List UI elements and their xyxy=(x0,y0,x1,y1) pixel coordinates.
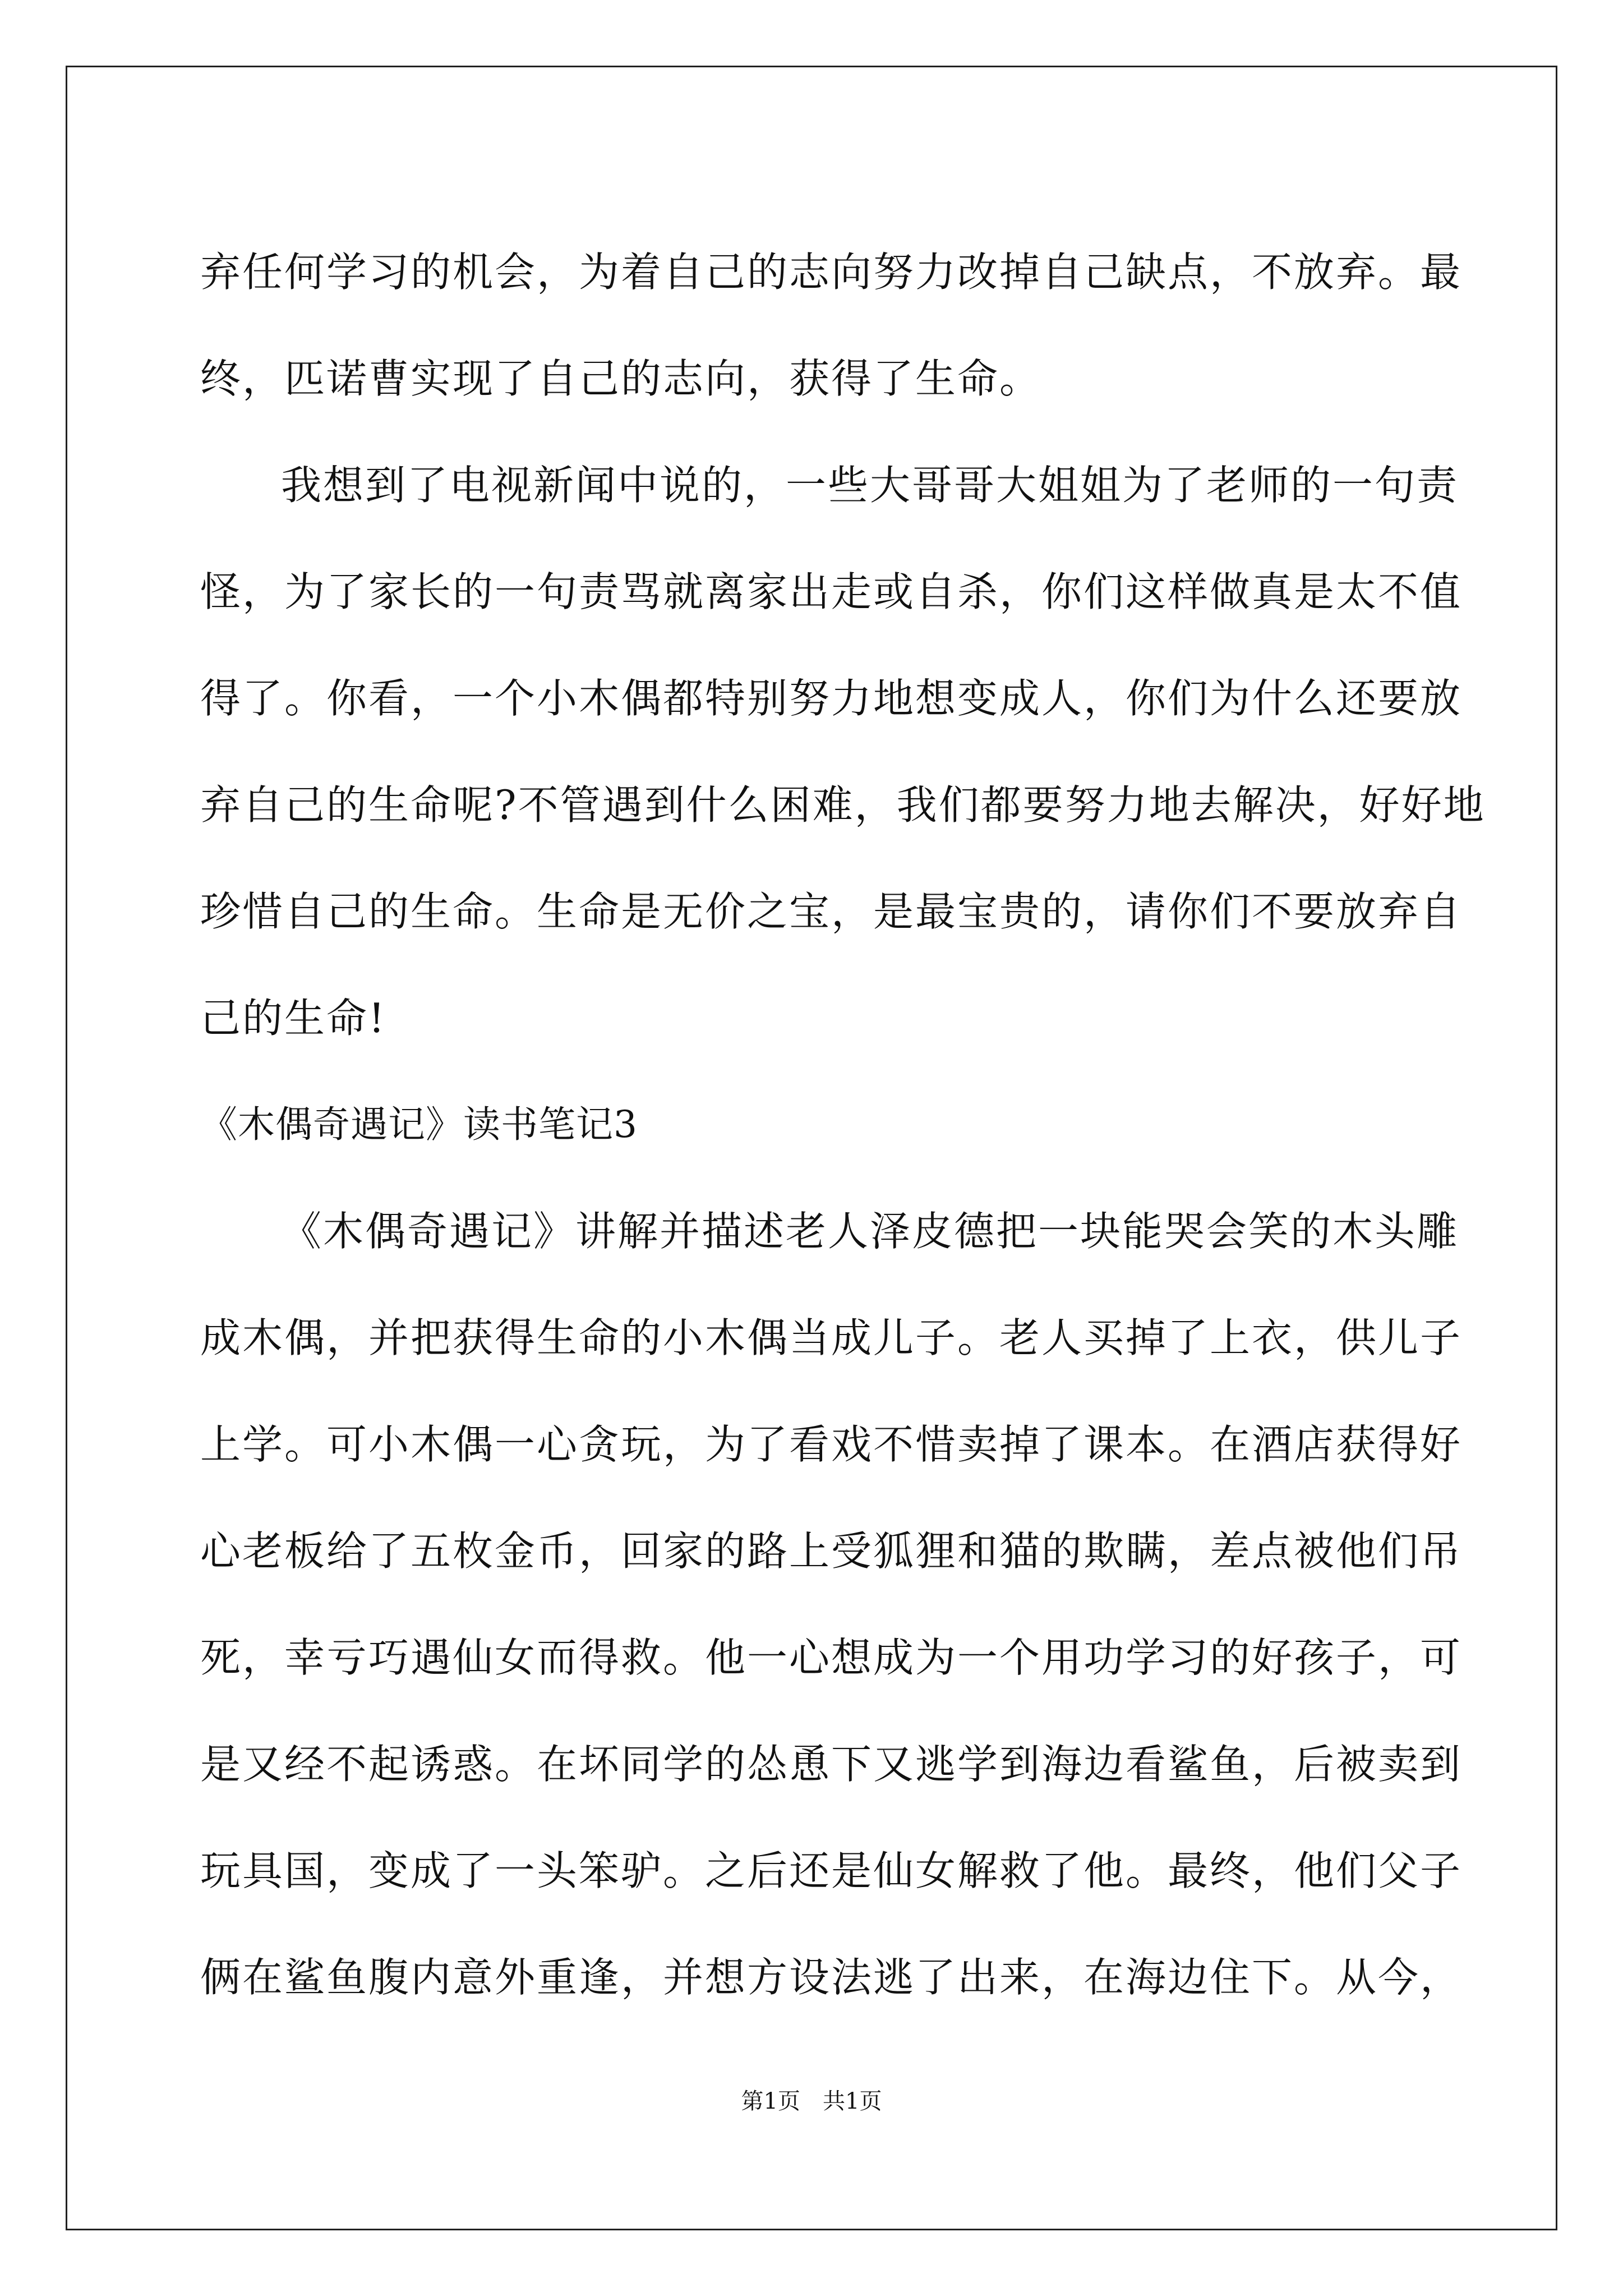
paragraph-line: 上学。可小木偶一心贪玩，为了看戏不惜卖掉了课本。在酒店获得好 xyxy=(200,1421,1463,1468)
paragraph-line: 弃自己的生命呢?不管遇到什么困难，我们都要努力地去解决，好好地 xyxy=(200,781,1486,829)
paragraph-line: 心老板给了五枚金币，回家的路上受狐狸和猫的欺瞒，差点被他们吊 xyxy=(200,1527,1463,1575)
paragraph-line: 成木偶，并把获得生命的小木偶当成儿子。老人买掉了上衣，供儿子 xyxy=(200,1314,1463,1361)
paragraph-line: 《木偶奇遇记》讲解并描述老人泽皮德把一块能哭会笑的木头雕 xyxy=(281,1208,1459,1255)
paragraph-line: 玩具国，变成了一头笨驴。之后还是仙女解救了他。最终，他们父子 xyxy=(200,1847,1463,1894)
paragraph-line: 我想到了电视新闻中说的，一些大哥哥大姐姐为了老师的一句责 xyxy=(281,462,1459,509)
paragraph-line: 怪，为了家长的一句责骂就离家出走或自杀，你们这样做真是太不值 xyxy=(200,568,1463,615)
paragraph-line: 俩在鲨鱼腹内意外重逢，并想方设法逃了出来，在海边住下。从今， xyxy=(200,1954,1463,2001)
page-footer: 第1页 共1页 xyxy=(741,2088,882,2114)
paragraph-line: 是又经不起诱惑。在坏同学的怂恿下又逃学到海边看鲨鱼，后被卖到 xyxy=(200,1741,1463,1788)
paragraph-line: 死，幸亏巧遇仙女而得救。他一心想成为一个用功学习的好孩子，可 xyxy=(200,1634,1463,1681)
paragraph-line: 己的生命! xyxy=(200,995,386,1042)
section-heading: 《木偶奇遇记》读书笔记3 xyxy=(200,1103,638,1146)
paragraph-line: 得了。你看，一个小木偶都特别努力地想变成人，你们为什么还要放 xyxy=(200,675,1463,722)
document-body xyxy=(200,219,1486,2031)
paragraph-line: 终，匹诺曹实现了自己的志向，获得了生命。 xyxy=(200,355,1042,402)
paragraph-line: 弃任何学习的机会，为着自己的志向努力改掉自己缺点，不放弃。最 xyxy=(200,249,1463,296)
paragraph-line: 珍惜自己的生命。生命是无价之宝，是最宝贵的，请你们不要放弃自 xyxy=(200,888,1463,935)
